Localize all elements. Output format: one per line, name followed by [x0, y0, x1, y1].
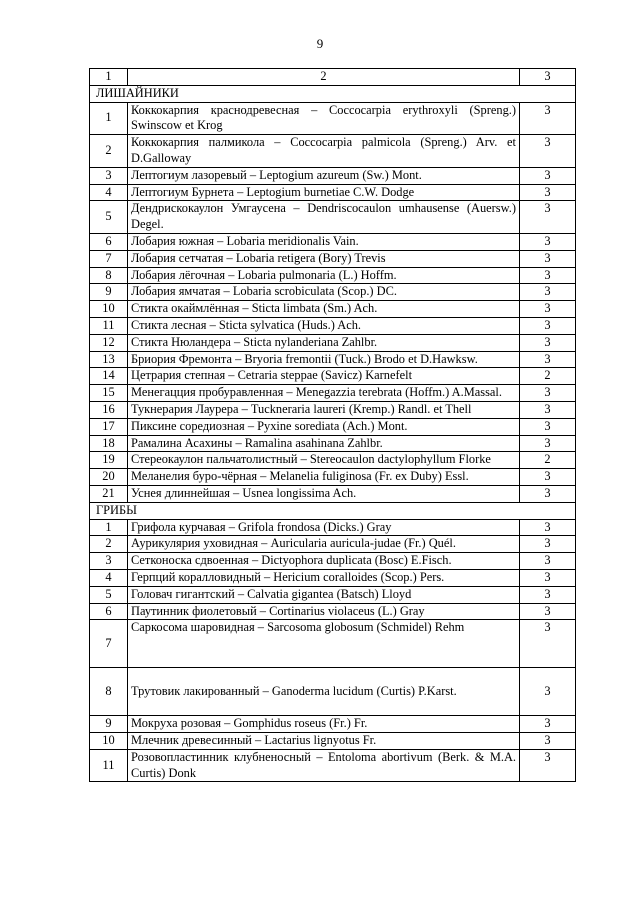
species-row: [90, 233, 576, 250]
species-row: [90, 620, 576, 668]
row-number: 2: [90, 536, 128, 553]
row-number: 5: [90, 201, 128, 234]
species-row: [90, 553, 576, 570]
row-number: 11: [90, 317, 128, 334]
species-row: [90, 317, 576, 334]
category-cell: 3: [520, 435, 576, 452]
species-latin-name: Menegazzia terebrata (Hoffm.) A.Massal.: [295, 385, 502, 400]
category-cell: 3: [520, 317, 576, 334]
species-latin-name: Sticta sylvatica (Huds.) Ach.: [218, 317, 362, 332]
row-number: 1: [90, 102, 128, 135]
species-name-cell: [128, 250, 520, 267]
row-number: 2: [90, 135, 128, 168]
species-latin-name: Lobaria meridionalis Vain.: [226, 233, 359, 248]
species-latin-name: Dictyophora duplicata (Bosc) E.Fisch.: [261, 553, 452, 568]
row-number: 3: [90, 553, 128, 570]
species-name-cell: [128, 317, 520, 334]
category-cell: 3: [520, 418, 576, 435]
row-number: 10: [90, 733, 128, 750]
section-row: [90, 502, 576, 519]
species-russian-name: Аурикулярия уховидная –: [131, 536, 271, 551]
species-name-cell: [128, 418, 520, 435]
species-name-cell: [128, 569, 520, 586]
species-russian-name: Бриория Фремонта –: [131, 351, 245, 366]
species-russian-name: Цетрария степная –: [131, 368, 238, 383]
species-latin-name: Lobaria pulmonaria (L.) Hoffm.: [237, 267, 397, 282]
species-russian-name: Тукнерария Лаурера –: [131, 401, 251, 416]
species-russian-name: Лобария сетчатая –: [131, 250, 236, 265]
species-name-cell: [128, 201, 520, 234]
row-number: 5: [90, 586, 128, 603]
species-latin-name: Cetraria steppae (Savicz) Karnefelt: [237, 368, 413, 383]
species-row: [90, 385, 576, 402]
species-latin-name: Gomphidus roseus (Fr.) Fr.: [233, 716, 368, 731]
species-russian-name: Стикта лесная –: [131, 317, 219, 332]
row-number: 9: [90, 284, 128, 301]
species-name-cell: [128, 536, 520, 553]
category-cell: 3: [520, 334, 576, 351]
category-cell: 3: [520, 250, 576, 267]
species-row: [90, 401, 576, 418]
category-cell: 3: [520, 603, 576, 620]
species-name-cell: [128, 519, 520, 536]
species-russian-name: Розовопластинник клубненосный –: [131, 749, 328, 764]
species-latin-name: Hericium coralloides (Scop.) Pers.: [273, 569, 445, 584]
species-name-cell: [128, 135, 520, 168]
species-row: [90, 135, 576, 168]
section-row: [90, 85, 576, 102]
category-cell: 2: [520, 452, 576, 469]
species-russian-name: Герпций коралловидный –: [131, 569, 274, 584]
species-name-cell: [128, 603, 520, 620]
species-russian-name: Коккокарпия палмикола –: [131, 135, 291, 150]
species-latin-name: Ganoderma lucidum (Curtis) P.Karst.: [271, 683, 457, 698]
category-cell: 2: [520, 368, 576, 385]
species-row: [90, 184, 576, 201]
species-name-cell: [128, 668, 520, 716]
section-title: ЛИШАЙНИКИ: [90, 85, 576, 102]
species-latin-name: Ramalina asahinana Zahlbr.: [244, 435, 383, 450]
species-latin-name: Sticta limbata (Sm.) Ach.: [251, 301, 378, 316]
species-russian-name: Коккокарпия краснодревесная –: [131, 102, 330, 117]
species-name-cell: [128, 733, 520, 750]
category-cell: 3: [520, 716, 576, 733]
row-number: 3: [90, 167, 128, 184]
species-row: [90, 749, 576, 782]
category-cell: 3: [520, 569, 576, 586]
species-name-cell: [128, 620, 520, 668]
species-russian-name: Стереокаулон пальчатолистный –: [131, 452, 310, 467]
row-number: 4: [90, 184, 128, 201]
species-row: [90, 469, 576, 486]
species-row: [90, 250, 576, 267]
row-number: 10: [90, 301, 128, 318]
column-header-row: [90, 69, 576, 86]
species-latin-name: Pyxine sorediata (Ach.) Mont.: [257, 418, 408, 433]
species-russian-name: Трутовик лакированный –: [131, 683, 272, 698]
species-name-cell: [128, 385, 520, 402]
row-number: 6: [90, 233, 128, 250]
category-cell: 3: [520, 284, 576, 301]
category-cell: 3: [520, 167, 576, 184]
category-cell: 3: [520, 749, 576, 782]
species-name-cell: [128, 716, 520, 733]
species-name-cell: [128, 553, 520, 570]
species-russian-name: Лобария лёгочная –: [131, 267, 238, 282]
row-number: 20: [90, 469, 128, 486]
row-number: 13: [90, 351, 128, 368]
category-cell: 3: [520, 351, 576, 368]
species-russian-name: Паутинник фиолетовый –: [131, 603, 270, 618]
species-russian-name: Рамалина Асахины –: [131, 435, 245, 450]
species-row: [90, 485, 576, 502]
species-latin-name: Dendriscocaulon umhausense (Auersw.) Degel.: [131, 201, 516, 232]
species-name-cell: [128, 184, 520, 201]
species-russian-name: Меланелия буро-чёрная –: [131, 469, 270, 484]
species-russian-name: Саркосома шаровидная –: [131, 620, 268, 635]
category-cell: 3: [520, 469, 576, 486]
species-latin-name: Lobaria retigera (Bory) Trevis: [235, 250, 386, 265]
species-russian-name: Млечник древесинный –: [131, 733, 265, 748]
row-number: 8: [90, 267, 128, 284]
species-row: [90, 452, 576, 469]
species-row: [90, 668, 576, 716]
species-latin-name: Leptogium azureum (Sw.) Mont.: [259, 167, 422, 182]
category-cell: 3: [520, 519, 576, 536]
category-cell: 3: [520, 102, 576, 135]
section-title: ГРИБЫ: [90, 502, 576, 519]
species-name-cell: [128, 351, 520, 368]
species-russian-name: Лептогиум Бурнета –: [131, 184, 247, 199]
category-cell: 3: [520, 536, 576, 553]
species-name-cell: [128, 485, 520, 502]
species-row: [90, 519, 576, 536]
species-row: [90, 733, 576, 750]
species-latin-name: Bryoria fremontii (Tuck.) Brodo et D.Hawksw.: [244, 351, 478, 366]
species-latin-name: Calvatia gigantea (Batsch) Lloyd: [247, 586, 412, 601]
row-number: 11: [90, 749, 128, 782]
species-latin-name: Melanelia fuliginosa (Fr. ex Duby) Essl.: [269, 469, 469, 484]
species-russian-name: Грифола курчавая –: [131, 519, 238, 534]
category-cell: 3: [520, 135, 576, 168]
species-name-cell: [128, 267, 520, 284]
species-russian-name: Головач гигантский –: [131, 586, 248, 601]
species-row: [90, 167, 576, 184]
species-name-cell: [128, 586, 520, 603]
species-row: [90, 201, 576, 234]
species-row: [90, 569, 576, 586]
category-cell: 3: [520, 553, 576, 570]
species-latin-name: Usnea longissima Ach.: [242, 485, 357, 500]
species-row: [90, 603, 576, 620]
row-number: 18: [90, 435, 128, 452]
category-cell: 3: [520, 233, 576, 250]
species-row: [90, 435, 576, 452]
page-number: 9: [316, 36, 324, 51]
species-name-cell: [128, 452, 520, 469]
category-cell: 3: [520, 668, 576, 716]
species-russian-name: Уснея длиннейшая –: [131, 485, 243, 500]
row-number: 8: [90, 668, 128, 716]
species-name-cell: [128, 334, 520, 351]
category-cell: 3: [520, 267, 576, 284]
row-number: 21: [90, 485, 128, 502]
species-row: [90, 716, 576, 733]
row-number: 12: [90, 334, 128, 351]
category-cell: 3: [520, 301, 576, 318]
species-row: [90, 368, 576, 385]
species-latin-name: Coccocarpia palmicola (Spreng.) Arv. et D.Galloway: [131, 135, 516, 165]
category-cell: 3: [520, 733, 576, 750]
species-table-body: [90, 69, 576, 782]
row-number: 7: [90, 250, 128, 267]
species-name-cell: [128, 749, 520, 782]
species-row: [90, 267, 576, 284]
species-row: [90, 418, 576, 435]
species-russian-name: Пиксине соредиозная –: [131, 418, 258, 433]
row-number: 16: [90, 401, 128, 418]
species-name-cell: [128, 401, 520, 418]
species-name-cell: [128, 102, 520, 135]
species-russian-name: Стикта Нюландера –: [131, 334, 244, 349]
category-cell: 3: [520, 184, 576, 201]
species-latin-name: Sarcosoma globosum (Schmidel) Rehm: [267, 620, 465, 635]
category-cell: 3: [520, 485, 576, 502]
species-latin-name: Lactarius lignyotus Fr.: [264, 733, 377, 748]
row-number: 6: [90, 603, 128, 620]
row-number: 17: [90, 418, 128, 435]
species-latin-name: Leptogium burnetiae C.W. Dodge: [246, 184, 415, 199]
category-cell: 3: [520, 201, 576, 234]
species-latin-name: Sticta nylanderiana Zahlbr.: [243, 334, 378, 349]
species-name-cell: [128, 469, 520, 486]
species-russian-name: Сетконоска сдвоенная –: [131, 553, 262, 568]
species-latin-name: Stereocaulon dactylophyllum Florke: [309, 452, 491, 467]
category-cell: 3: [520, 385, 576, 402]
species-table: [89, 68, 576, 782]
row-number: 7: [90, 620, 128, 668]
row-number: 14: [90, 368, 128, 385]
species-name-cell: [128, 368, 520, 385]
column-header-species: 2: [128, 69, 520, 86]
column-header-number: 1: [90, 69, 128, 86]
species-row: [90, 536, 576, 553]
column-header-category: 3: [520, 69, 576, 86]
species-row: [90, 284, 576, 301]
species-russian-name: Менегацция пробуравленная –: [131, 385, 296, 400]
category-cell: 3: [520, 620, 576, 668]
species-latin-name: Tuckneraria laureri (Kremp.) Randl. et Thell: [250, 401, 472, 416]
species-name-cell: [128, 301, 520, 318]
category-cell: 3: [520, 401, 576, 418]
species-latin-name: Entoloma abortivum (Berk. & M.A. Curtis) Donk: [131, 749, 516, 780]
species-name-cell: [128, 233, 520, 250]
species-name-cell: [128, 284, 520, 301]
row-number: 1: [90, 519, 128, 536]
species-russian-name: Лобария южная –: [131, 233, 227, 248]
row-number: 4: [90, 569, 128, 586]
species-latin-name: Coccocarpia erythroxyli (Spreng.) Swinscow et Krog: [131, 102, 516, 133]
species-row: [90, 301, 576, 318]
species-latin-name: Auricularia auricula-judae (Fr.) Quél.: [270, 536, 456, 551]
row-number: 15: [90, 385, 128, 402]
species-russian-name: Мокруха розовая –: [131, 716, 234, 731]
species-russian-name: Лептогиум лазоревый –: [131, 167, 260, 182]
species-russian-name: Лобария ямчатая –: [131, 284, 233, 299]
species-latin-name: Cortinarius violaceus (L.) Gray: [269, 603, 425, 618]
row-number: 19: [90, 452, 128, 469]
species-latin-name: Grifola frondosa (Dicks.) Gray: [237, 519, 392, 534]
species-latin-name: Lobaria scrobiculata (Scop.) DC.: [232, 284, 397, 299]
category-cell: 3: [520, 586, 576, 603]
row-number: 9: [90, 716, 128, 733]
species-name-cell: [128, 167, 520, 184]
species-row: [90, 586, 576, 603]
species-russian-name: Дендрискокаулон Умгаусена –: [131, 201, 308, 216]
species-row: [90, 351, 576, 368]
species-row: [90, 102, 576, 135]
species-russian-name: Стикта окаймлённая –: [131, 301, 252, 316]
species-row: [90, 334, 576, 351]
species-name-cell: [128, 435, 520, 452]
